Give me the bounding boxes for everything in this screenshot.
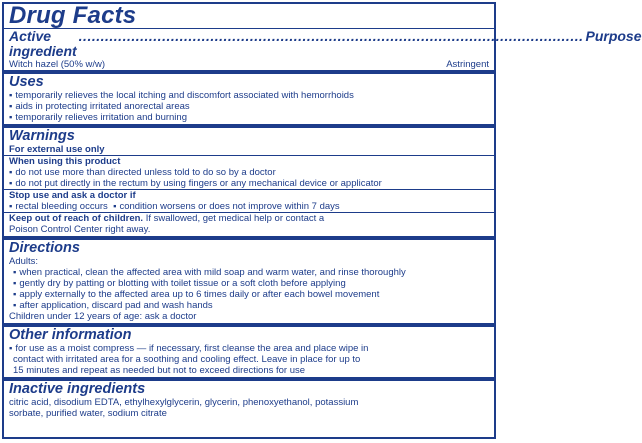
directions-heading: Directions [9, 240, 80, 256]
directions-item: ▪ apply externally to the affected area up to 6 times daily or after each bowel movement [9, 289, 489, 300]
keep-out-bold: Keep out of reach of children. [9, 213, 144, 224]
keep-out-text [9, 213, 489, 224]
stop-use-items [9, 201, 489, 212]
stop-use-item: ▪ condition worsens or does not improve within 7 days [113, 201, 340, 212]
leader-dots: ................................................................................................................... [78, 28, 584, 44]
other-information-line: ▪ for use as a moist compress — if necessary, first cleanse the area and place wipe in [9, 343, 489, 354]
stop-use-item: ▪ rectal bleeding occurs [9, 201, 108, 212]
uses-item: ▪ temporarily relieves irritation and burning [9, 112, 489, 123]
stop-use-heading: Stop use and ask a doctor if [9, 190, 136, 201]
inactive-ingredients-heading: Inactive ingredients [9, 381, 146, 397]
directions-item: ▪ when practical, clean the affected area with mild soap and warm water, and rinse thoroughly [9, 267, 489, 278]
inactive-ingredients-line: citric acid, disodium EDTA, ethylhexylglycerin, glycerin, phenoxyethanol, potassium [9, 397, 359, 408]
drug-facts-panel [2, 2, 642, 439]
other-information-heading: Other information [9, 327, 132, 343]
warnings-heading: Warnings [9, 128, 75, 144]
when-using-item: ▪ do not put directly in the rectum by using fingers or any mechanical device or applicator [9, 178, 489, 189]
uses-item: ▪ aids in protecting irritated anorectal areas [9, 101, 489, 112]
inactive-ingredients-line: sorbate, purified water, sodium citrate [9, 408, 167, 419]
active-ingredient-heading: Active ingredient [9, 28, 77, 59]
active-ingredient-name: Witch hazel (50% w/w) [9, 59, 106, 70]
active-ingredient-row [9, 59, 489, 70]
directions-children: Children under 12 years of age: ask a doctor [9, 311, 197, 322]
keep-out-line1: If swallowed, get medical help or contact a [143, 213, 325, 224]
directions-adults: Adults: [9, 256, 39, 267]
directions-item: ▪ after application, discard pad and wash hands [9, 300, 489, 311]
when-using-heading: When using this product [9, 156, 121, 167]
active-ingredient-purpose: Astringent [446, 59, 489, 70]
other-information-line: 15 minutes and repeat as needed but not to exceed directions for use [13, 365, 306, 376]
keep-out-line2: Poison Control Center right away. [9, 224, 151, 235]
external-use-text: For external use only [9, 144, 105, 155]
uses-item: ▪ temporarily relieves the local itching and discomfort associated with hemorrhoids [9, 90, 489, 101]
purpose-heading: Purpose [585, 28, 642, 44]
when-using-item: ▪ do not use more than directed unless told to do so by a doctor [9, 167, 489, 178]
uses-heading: Uses [9, 74, 44, 90]
active-ingredient-header [9, 28, 642, 59]
drug-facts-title: Drug Facts [9, 2, 137, 29]
directions-item: ▪ gently dry by patting or blotting with toilet tissue or a soft cloth before applying [9, 278, 489, 289]
other-information-line: contact with irritated area for a soothing and cooling effect. Leave in place for up to [13, 354, 361, 365]
